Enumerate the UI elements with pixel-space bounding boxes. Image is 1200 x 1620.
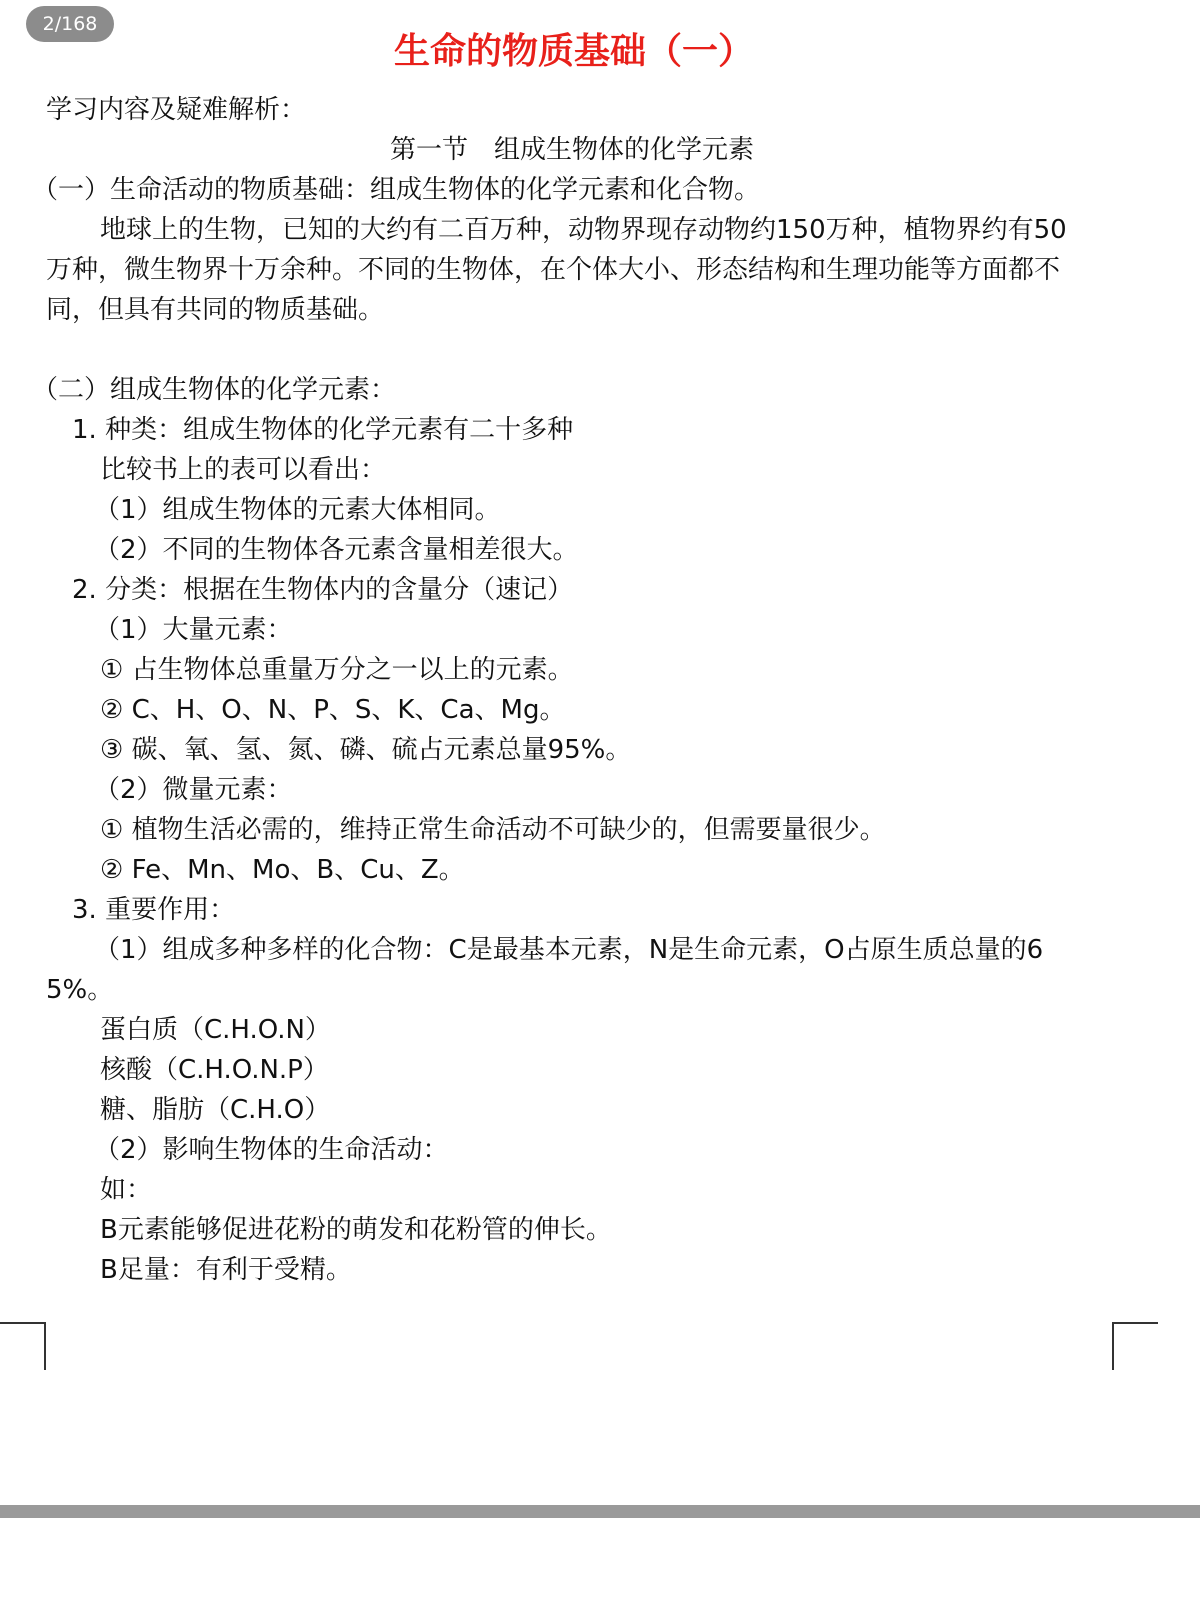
page-corner-mark-left (0, 1322, 46, 1370)
text-line: ① 植物生活必需的，维持正常生命活动不可缺少的，但需要量很少。 (100, 815, 886, 845)
blank-line (0, 330, 1200, 370)
text-line: 比较书上的表可以看出： (100, 455, 387, 485)
text-line: （2）微量元素： (94, 775, 293, 805)
list-item-types: 1. 种类：组成生物体的化学元素有二十多种 (72, 415, 574, 445)
paragraph-line: 万种，微生物界十万余种。不同的生物体，在个体大小、形态结构和生理功能等方面都不 (46, 255, 1061, 285)
text-line: ② C、H、O、N、P、S、K、Ca、Mg。 (100, 695, 566, 725)
text-line: （2）影响生物体的生命活动： (94, 1135, 449, 1165)
page-corner-mark-right (1112, 1322, 1158, 1370)
text-line: （1）组成生物体的元素大体相同。 (94, 495, 501, 525)
document-title: 生命的物质基础（一） (393, 31, 754, 72)
text-line: （2）不同的生物体各元素含量相差很大。 (94, 535, 579, 565)
subheading-part-two: （二）组成生物体的化学元素： (32, 375, 397, 405)
text-line: 蛋白质（C.H.O.N） (100, 1015, 331, 1045)
subheading-part-one: （一）生命活动的物质基础：组成生物体的化学元素和化合物。 (32, 175, 761, 205)
text-line: B足量：有利于受精。 (100, 1255, 352, 1285)
text-line: 糖、脂肪（C.H.O） (100, 1095, 331, 1125)
text-line: 核酸（C.H.O.N.P） (100, 1055, 329, 1085)
page-separator-bar (0, 1505, 1200, 1518)
list-item-function: 3. 重要作用： (72, 895, 236, 925)
text-line: 5%。 (46, 975, 114, 1005)
text-line: （1）组成多种多样的化合物：C是最基本元素，N是生命元素，O占原生质总量的6 (94, 935, 1044, 965)
page-indicator-badge[interactable]: 2/168 (26, 6, 114, 42)
text-line: ① 占生物体总重量万分之一以上的元素。 (100, 655, 574, 685)
paragraph-line: 同，但具有共同的物质基础。 (46, 295, 385, 325)
list-item-classification: 2. 分类：根据在生物体内的含量分（速记） (72, 575, 574, 605)
heading-study-content: 学习内容及疑难解析： (46, 95, 307, 125)
paragraph-line: 地球上的生物，已知的大约有二百万种，动物界现存动物约150万种，植物界约有50 (100, 215, 1067, 245)
text-line: （1）大量元素： (94, 615, 293, 645)
document-body (0, 90, 1200, 1290)
text-line: 如： (100, 1175, 153, 1205)
text-line: ③ 碳、氧、氢、氮、磷、硫占元素总量95%。 (100, 735, 632, 765)
text-line: ② Fe、Mn、Mo、B、Cu、Z。 (100, 855, 465, 885)
section-heading: 第一节 组成生物体的化学元素 (390, 135, 755, 165)
text-line: B元素能够促进花粉的萌发和花粉管的伸长。 (100, 1215, 612, 1245)
